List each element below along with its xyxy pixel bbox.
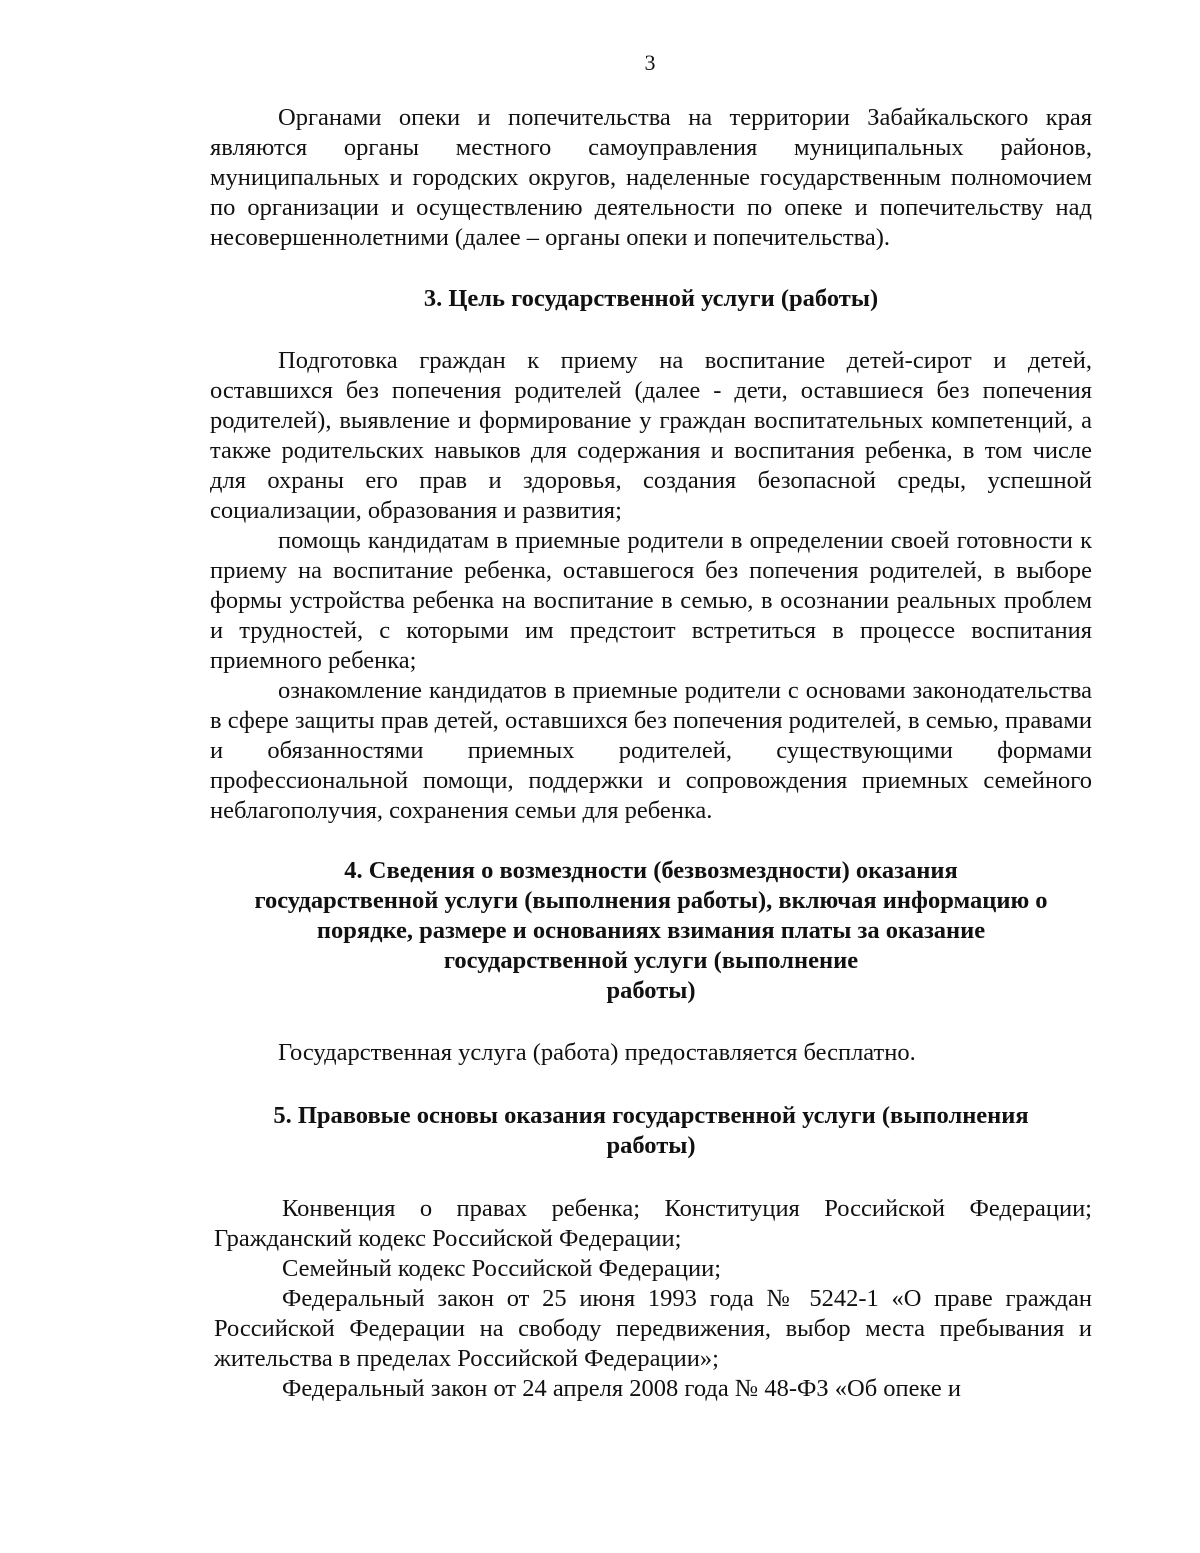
section-4-heading-line: государственной услуги (выполнение (443, 947, 859, 974)
section-3-heading: 3. Цель государственной услуги (работы) (423, 285, 879, 312)
section-4-heading-line: порядке, размере и основаниях взимания платы за оказание (316, 917, 986, 944)
document-body (210, 103, 1092, 1404)
section-3-paragraph: Подготовка граждан к приему на воспитание детей-сирот и детей, оставшихся без попечения родителей (далее - дети, оставшиеся без попечения родителей), выявление и формирование у граждан воспитательных компетенций, а также родительских навыков для содержания и воспитания ребенка, в том числе для охраны его прав и здоровья, создания безопасной среды, успешной социализации, образования и развития; (210, 347, 1092, 524)
section-4-heading-line: 4. Сведения о возмездности (безвозмездности) оказания (344, 857, 958, 884)
section-5-paragraph: Федеральный закон от 24 апреля 2008 года № 48-ФЗ «Об опеке и (282, 1375, 961, 1402)
section-5-paragraph: Конвенция о правах ребенка; Конституция Российской Федерации; Гражданский кодекс Российской Федерации; (214, 1195, 1092, 1252)
section-5-paragraph: Семейный кодекс Российской Федерации; (282, 1255, 722, 1282)
intro-paragraph: Органами опеки и попечительства на территории Забайкальского края являются органы местного самоуправления муниципальных районов, муниципальных и городских округов, наделенные государственным полномочием по организации и осуществлению деятельности по опеке и попечительству над несовершеннолетними (далее – органы опеки и попечительства). (210, 104, 1092, 251)
section-5-heading-line: 5. Правовые основы оказания государственной услуги (выполнения (273, 1102, 1029, 1129)
section-4-heading (210, 856, 1092, 1006)
section-4-heading-line: государственной услуги (выполнения работы), включая информацию о (254, 887, 1048, 914)
section-4-paragraph: Государственная услуга (работа) предоставляется бесплатно. (278, 1039, 916, 1066)
section-5-heading-line: работы) (606, 1132, 696, 1159)
section-5-paragraph: Федеральный закон от 25 июня 1993 года № 5242-1 «О праве граждан Российской Федерации на свободу передвижения, выбор места пребывания и жительства в пределах Российской Федерации»; (214, 1285, 1092, 1372)
section-5-body (214, 1194, 1092, 1404)
page-number: 3 (644, 50, 656, 75)
section-4-heading-line: работы) (606, 977, 696, 1004)
section-3-paragraph: ознакомление кандидатов в приемные родители с основами законодательства в сфере защиты прав детей, оставшихся без попечения родителей, в семью, правами и обязанностями приемных родителей, существующими формами профессиональной помощи, поддержки и сопровождения приемных семейного неблагополучия, сохранения семьи для ребенка. (210, 677, 1092, 824)
section-5-heading (210, 1101, 1092, 1161)
section-3-paragraph: помощь кандидатам в приемные родители в определении своей готовности к приему на воспитание ребенка, оставшегося без попечения родителей, в выборе формы устройства ребенка на воспитание в семью, в осознании реальных проблем и трудностей, с которыми им предстоит встретиться в процессе воспитания приемного ребенка; (210, 527, 1092, 674)
